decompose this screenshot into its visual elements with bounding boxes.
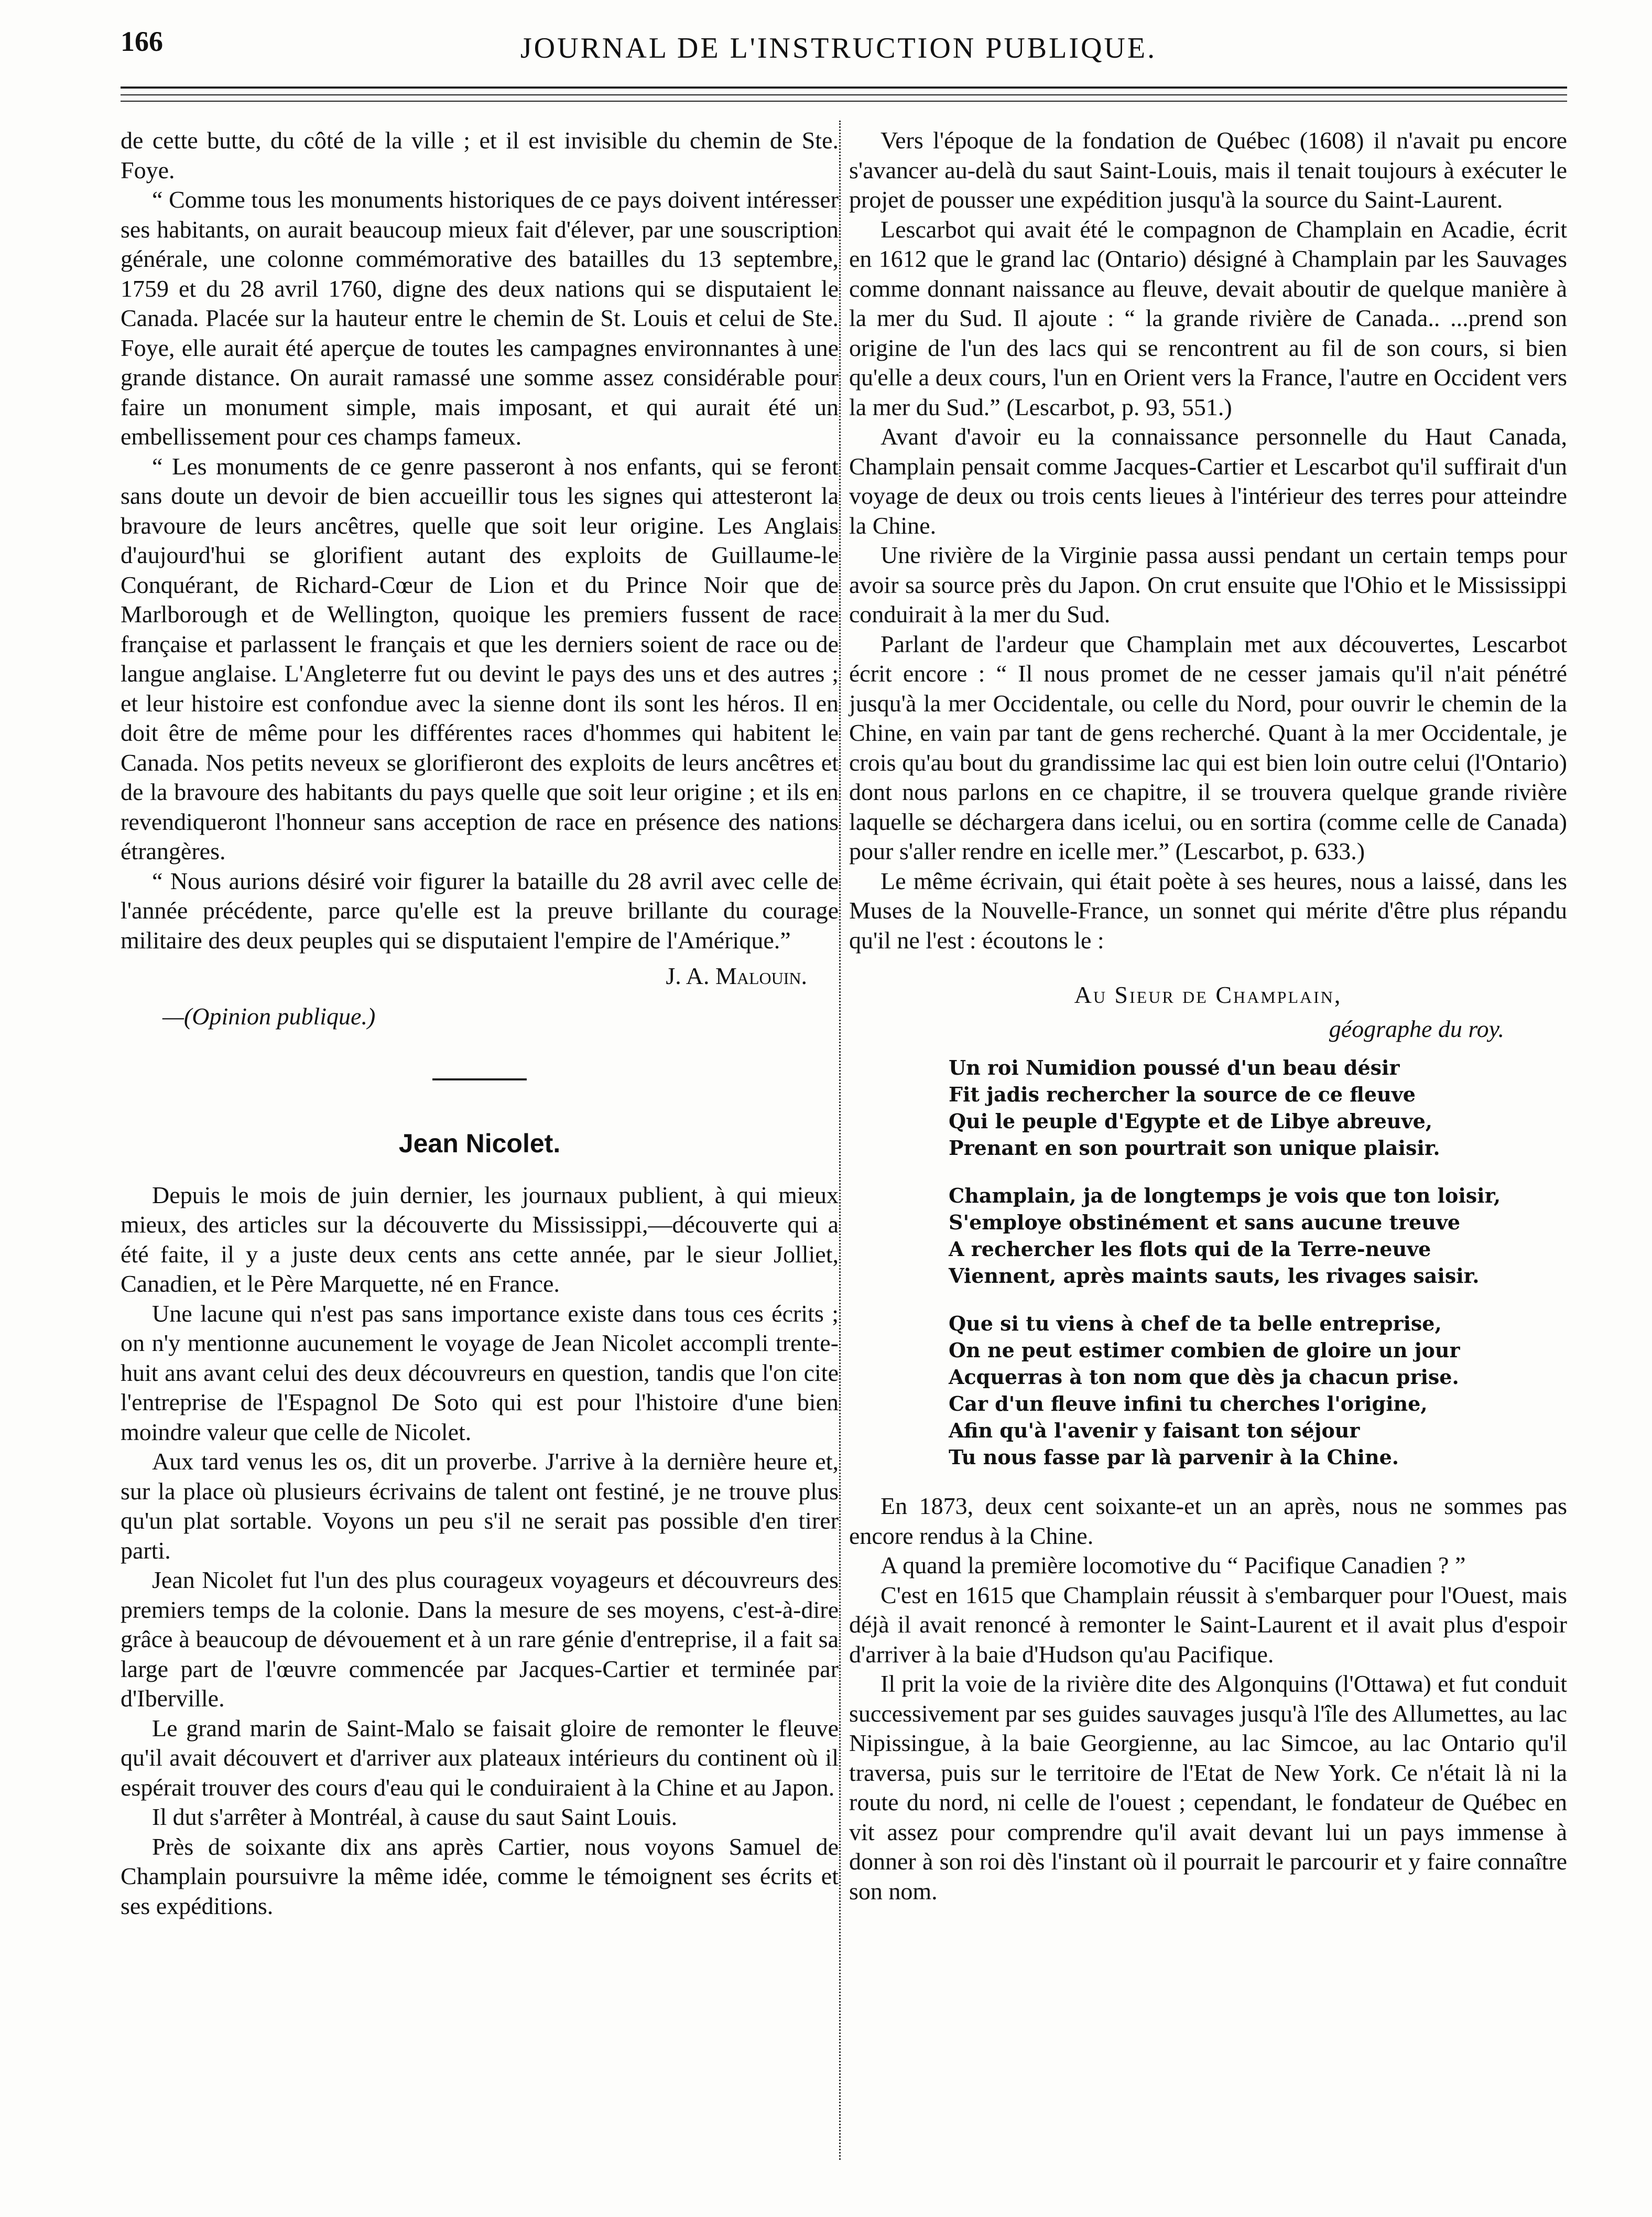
poem-line: Prenant en son pourtrait son unique plaisir.: [949, 1136, 1440, 1160]
poem-line: S'employe obstinément et sans aucune treuve: [949, 1210, 1461, 1234]
left-column: [121, 126, 839, 1921]
paragraph: Le grand marin de Saint-Malo se faisait gloire de remonter le fleuve qu'il avait découvert et d'arriver aux plateaux intérieurs du continent où il espérait trouver des cours d'eau qui le conduiraient à la Chine et au Japon.: [121, 1714, 839, 1801]
paragraph: Il prit la voie de la rivière dite des Algonquins (l'Ottawa) et fut conduit successivement par ses guides sauvages jusqu'à l'île des Allumettes, au lac Nipissingue, à la baie Georgienne, au lac Simcoe, au lac Ontario qu'il traversa, puis sur le territoire de l'Etat de New York. Ce n'était là ni la route du nord, ni celle de l'ouest ; cependant, le fondateur de Québec en vit assez pour comprendre qu'il avait devant lui un pays immense à donner à son roi dès l'instant où il pourrait le parcourir et y faire connaître son nom.: [849, 1670, 1567, 1905]
poem-line: Viennent, après maints sauts, les rivages saisir.: [949, 1264, 1480, 1288]
poem-line: Que si tu viens à chef de ta belle entreprise,: [949, 1312, 1442, 1335]
paragraph: Avant d'avoir eu la connaissance personnelle du Haut Canada, Champlain pensait comme Jacques-Cartier et Lescarbot qu'il suffirait d'un voyage de deux ou trois cents lieues à l'intérieur des terres pour atteindre la Chine.: [849, 423, 1567, 539]
paragraph: Parlant de l'ardeur que Champlain met aux découvertes, Lescarbot écrit encore : “ Il nous promet de ne cesser jamais qu'il n'ait pénétré jusqu'à la mer Occidentale, ou celle du Nord, pour ouvrir le chemin de la Chine, en vain par tant de gens recherché. Quant à la mer Occidentale, je crois qu'au bout du grandissime lac qui est bien loin outre celui (l'Ontario) dont nous parlons en ce chapitre, il se trouvera quelque grande rivière laquelle se déchargera dans icelui, ou en sortira (comme celle de Canada) pour s'aller rendre en icelle mer.” (Lescarbot, p. 633.): [849, 630, 1567, 864]
paragraph: Une rivière de la Virginie passa aussi pendant un certain temps pour avoir sa source près du Japon. On crut ensuite que l'Ohio et le Mississippi conduirait à la mer du Sud.: [849, 542, 1567, 628]
paragraph: A quand la première locomotive du “ Pacifique Canadien ? ”: [881, 1552, 1466, 1578]
paragraph: Depuis le mois de juin dernier, les journaux publient, à qui mieux mieux, des articles sur la découverte du Mississippi,—découverte qui a été faite, il y a juste deux cents ans cette année, par le sieur Jolliet, Canadien, et le Père Marquette, né en France.: [121, 1181, 839, 1297]
paragraph: Aux tard venus les os, dit un proverbe. J'arrive à la dernière heure et, sur la place où plusieurs écrivains de talent ont festiné, je ne trouve plus qu'un plat sortable. Voyons un peu s'il ne serait pas possible d'en tirer parti.: [121, 1448, 839, 1564]
poem-stanza: [949, 1182, 1567, 1289]
paragraph: Jean Nicolet fut l'un des plus courageux voyageurs et découvreurs des premiers temps de la colonie. Dans la mesure de ses moyens, c'est-à-dire grâce à beaucoup de dévouement et à un rare génie d'entreprise, il a fait sa large part de l'œuvre commencée par Jacques-Cartier et terminée par d'Iberville.: [121, 1566, 839, 1712]
right-column: [849, 126, 1567, 1906]
poem-line: A rechercher les flots qui de la Terre-neuve: [949, 1237, 1431, 1261]
paragraph: Une lacune qui n'est pas sans importance existe dans tous ces écrits ; on n'y mentionne aucunement le voyage de Jean Nicolet accompli trente-huit ans avant celui des deux découvreurs en question, tandis que l'on cite l'entreprise de l'Espagnol De Soto qui est pour l'histoire d'une bien moindre valeur que celle de Nicolet.: [121, 1300, 839, 1445]
paragraph: Il dut s'arrêter à Montréal, à cause du saut Saint Louis.: [152, 1803, 678, 1830]
paragraph: Vers l'époque de la fondation de Québec (1608) il n'avait pu encore s'avancer au-delà du saut Saint-Louis, mais il tenait toujours à exécuter le projet de pousser une expédition jusqu'à la source du Saint-Laurent.: [849, 127, 1567, 213]
header-rule: [121, 86, 1567, 89]
poem-title: Au Sieur de Champlain,: [1074, 981, 1342, 1008]
poem-line: Afin qu'à l'avenir y faisant ton séjour: [949, 1419, 1360, 1442]
header-rule: [121, 94, 1567, 95]
poem-stanza: [949, 1310, 1567, 1470]
poem-line: On ne peut estimer combien de gloire un jour: [949, 1338, 1460, 1362]
poem-stanza: [949, 1054, 1567, 1161]
source-citation: —(Opinion publique.): [162, 1002, 376, 1030]
paragraph: “ Comme tous les monuments historiques de ce pays doivent intéresser ses habitants, on aurait beaucoup mieux fait d'élever, par une souscription générale, une colonne commémorative des batailles du 13 septembre, 1759 et du 28 avril 1760, digne des deux nations qui se disputaient le Canada. Placée sur la hauteur entre le chemin de St. Louis et celui de Ste. Foye, elle aurait été aperçue de toutes les campagnes environnantes à une grande distance. On aurait ramassé une somme assez considérable pour faire un monument simple, mais imposant, et qui aurait été un embellissement pour ces champs fameux.: [121, 186, 839, 450]
paragraph: “ Nous aurions désiré voir figurer la bataille du 28 avril avec celle de l'année précédente, parce qu'elle est la preuve brillante du courage militaire des deux peuples qui se disputaient l'empire de l'Amérique.”: [121, 867, 839, 954]
journal-title: JOURNAL DE L'INSTRUCTION PUBLIQUE.: [520, 32, 1157, 64]
poem-subtitle: géographe du roy.: [1329, 1015, 1504, 1042]
column-divider: [839, 121, 841, 2160]
paragraph: “ Les monuments de ce genre passeront à nos enfants, qui se feront sans doute un devoir de bien accueillir tous les signes qui attesteront la bravoure de leurs ancêtres, quelle que soit leur origine. Les Anglais d'aujourd'hui se glorifient autant des exploits de Guillaume-le Conquérant, de Richard-Cœur de Lion et du Prince Noir que de Marlborough et de Wellington, quoique les premiers fussent de race française et parlassent le français et que les derniers soient de race ou de langue anglaise. L'Angleterre fut ou devint le pays des uns et des autres ; et leur histoire est confondue avec la sienne dont ils sont les héros. Il en doit être de même pour les différentes races d'hommes qui habitent le Canada. Nos petits neveux se glorifieront des exploits de leurs ancêtres et de la bravoure des habitants du pays quelle que soit leur origine ; et ils en revendiqueront l'honneur sans acception de race en présence des nations étrangères.: [121, 452, 839, 864]
page-number: 166: [121, 26, 163, 57]
header-rule: [121, 101, 1567, 102]
paragraph: Près de soixante dix ans après Cartier, nous voyons Samuel de Champlain poursuivre la même idée, comme le témoignent ses écrits et ses expéditions.: [121, 1833, 839, 1919]
poem-line: Acquerras à ton nom que dès ja chacun prise.: [949, 1365, 1459, 1389]
poem-line: Car d'un fleuve infini tu cherches l'origine,: [949, 1392, 1428, 1415]
poem-line: Fit jadis rechercher la source de ce fleuve: [949, 1083, 1416, 1106]
section-separator: [432, 1078, 527, 1080]
poem-line: Un roi Numidion poussé d'un beau désir: [949, 1056, 1400, 1079]
paragraph: Le même écrivain, qui était poète à ses heures, nous a laissé, dans les Muses de la Nouvelle-France, un sonnet qui mérite d'être plus répandu qu'il ne l'est : écoutons le :: [849, 867, 1567, 954]
paragraph: C'est en 1615 que Champlain réussit à s'embarquer pour l'Ouest, mais déjà il avait renoncé à remonter le Saint-Laurent et il avait plus d'espoir d'arriver à la baie d'Hudson qu'au Pacifique.: [849, 1581, 1567, 1668]
paragraph: En 1873, deux cent soixante-et un an après, nous ne sommes pas encore rendus à la Chine.: [849, 1493, 1567, 1549]
poem-line: Qui le peuple d'Egypte et de Libye abreuve,: [949, 1109, 1433, 1133]
page-header: [121, 25, 1557, 78]
paragraph: Lescarbot qui avait été le compagnon de Champlain en Acadie, écrit en 1612 que le grand lac (Ontario) désigné à Champlain par les Sauvages comme donnant naissance au fleuve, devait aboutir de quelque manière à la mer du Sud. Il ajoute : “ la grande rivière de Canada.. ...prend son origine de l'un des lacs qui se rencontrent au fil de son cours, si bien qu'elle a deux cours, l'un en Orient vers la France, l'autre en Occident vers la mer du Sud.” (Lescarbot, p. 93, 551.): [849, 215, 1567, 420]
paragraph: de cette butte, du côté de la ville ; et il est invisible du chemin de Ste. Foye.: [121, 127, 839, 183]
poem-line: Tu nous fasse par là parvenir à la Chine.: [949, 1445, 1399, 1469]
poem-line: Champlain, ja de longtemps je vois que ton loisir,: [949, 1184, 1501, 1207]
author-signature: J. A. Malouin.: [666, 962, 807, 989]
article-title: Jean Nicolet.: [398, 1129, 561, 1158]
